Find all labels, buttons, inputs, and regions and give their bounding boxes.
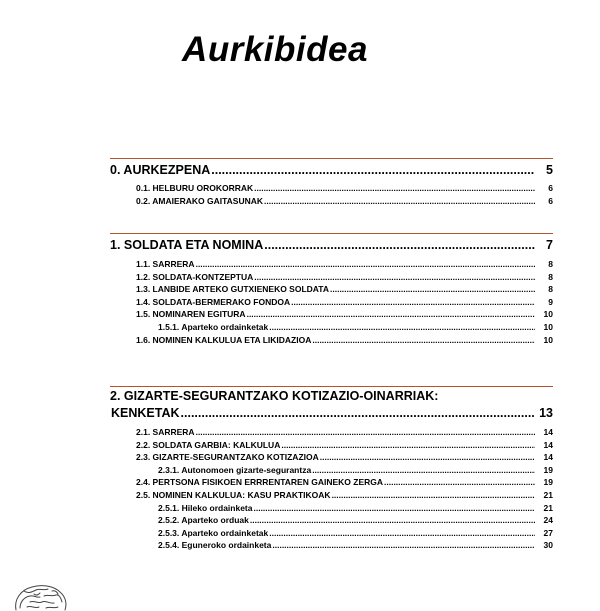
- dot-leader: [211, 161, 535, 179]
- toc-entry[interactable]: 1.1. SARRERA ..... 8: [110, 258, 553, 271]
- toc-entry[interactable]: 0.2. AMAIERAKO GAITASUNAK ..... 6: [110, 195, 553, 208]
- toc-section-0: [110, 158, 553, 207]
- toc-page-number: 7: [546, 238, 553, 252]
- toc-entry-label: 1. SOLDATA ETA NOMINA: [110, 238, 264, 252]
- toc-chapter-heading[interactable]: [110, 236, 553, 254]
- dot-leader: [264, 236, 535, 254]
- toc-entry-label: 2. GIZARTE-SEGURANTZAKO KOTIZAZIO-OINARRIAK:: [110, 389, 439, 403]
- page-title: Aurkibidea: [182, 30, 368, 69]
- dot-leader: [181, 405, 535, 422]
- toc-entry[interactable]: 1.5. NOMINAREN EGITURA ..... 10: [110, 308, 553, 321]
- toc-entry[interactable]: 1.4. SOLDATA-BERMERAKO FONDOA ..... 9: [110, 296, 553, 309]
- toc-section-1: [110, 233, 553, 346]
- toc-entry-label: 0. AURKEZPENA: [110, 163, 211, 177]
- toc-entry[interactable]: 2.5. NOMINEN KALKULUA: KASU PRAKTIKOAK ..... 21: [110, 489, 553, 502]
- toc-entry-label: KENKETAK: [111, 406, 180, 420]
- toc-entry[interactable]: 1.6. NOMINEN KALKULUA ETA LIKIDAZIOA ..... 10: [110, 334, 553, 347]
- toc-chapter-heading[interactable]: [110, 405, 553, 422]
- toc-entry[interactable]: 2.2. SOLDATA GARBIA: KALKULUA ..... 14: [110, 439, 553, 452]
- toc-subentry[interactable]: 2.3.1. Autonomoen gizarte-segurantza ..... 19: [110, 464, 553, 477]
- section-rule: [110, 158, 553, 159]
- toc-entry[interactable]: 1.3. LANBIDE ARTEKO GUTXIENEKO SOLDATA ..... 8: [110, 283, 553, 296]
- toc-subentry[interactable]: 1.5.1. Aparteko ordainketak ..... 10: [110, 321, 553, 334]
- toc-chapter-heading[interactable]: [110, 161, 553, 179]
- toc-subentry[interactable]: 2.5.2. Aparteko orduak ..... 24: [110, 514, 553, 527]
- toc-entry[interactable]: 1.2. SOLDATA-KONTZEPTUA ..... 8: [110, 271, 553, 284]
- toc-subentry[interactable]: 2.5.1. Hileko ordainketa ..... 21: [110, 502, 553, 515]
- toc-subentry[interactable]: 2.5.3. Aparteko ordainketak ..... 27: [110, 527, 553, 540]
- section-rule: [110, 233, 553, 234]
- toc-entry[interactable]: 2.1. SARRERA ..... 14: [110, 426, 553, 439]
- toc-page-number: 13: [539, 406, 553, 420]
- brain-icon: [10, 582, 70, 611]
- section-rule: [110, 386, 553, 387]
- toc-entry[interactable]: 0.1. HELBURU OROKORRAK ..... 6: [110, 182, 553, 195]
- toc-section-2: [110, 386, 553, 552]
- toc-subentry[interactable]: 2.5.4. Eguneroko ordainketa ..... 30: [110, 539, 553, 552]
- toc-chapter-heading-line1[interactable]: [110, 388, 553, 405]
- toc-entry[interactable]: 2.4. PERTSONA FISIKOEN ERRRENTAREN GAINEKO ZERGA ..... 19: [110, 476, 553, 489]
- toc-page-number: 5: [546, 163, 553, 177]
- toc-entry[interactable]: 2.3. GIZARTE-SEGURANTZAKO KOTIZAZIOA ..... 14: [110, 451, 553, 464]
